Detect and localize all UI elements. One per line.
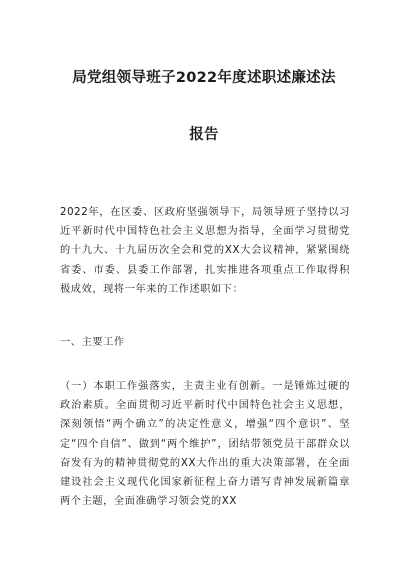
intro-paragraph: 2022年，在区委、区政府坚强领导下，局领导班子坚持以习近平新时代中国特色社会主义思想为指导，全面学习贯彻党的十九大、十九届历次全会和党的XX大会议精神，紧紧围绕省委、市委、县委工作部署，扎实推进各项重点工作取得积极成效，现将一年来的工作述职如下： [60, 207, 350, 295]
document-title-continued: 报告 [189, 127, 219, 143]
document-title: 局党组领导班子2022年度述职述廉述法 [72, 70, 336, 86]
section-heading: 一、主要工作 [60, 337, 125, 348]
body-paragraph: （一）本职工作强落实，主责主业有创新。一是锤炼过硬的政治素质。全面贯彻习近平新时代中国特色社会主义思想，深刻领悟“两个确立”的决定性意义，增强“四个意识”、坚定“四个自信”、做到“两个维护”，团结带领党员干部群众以奋发有为的精神贯彻党的XX大作出的重大决策部署，在全面建设社会主义现代化国家新征程上奋力谱写青神发展新篇章两个主题，全面准确学习领会党的XX [60, 381, 350, 508]
